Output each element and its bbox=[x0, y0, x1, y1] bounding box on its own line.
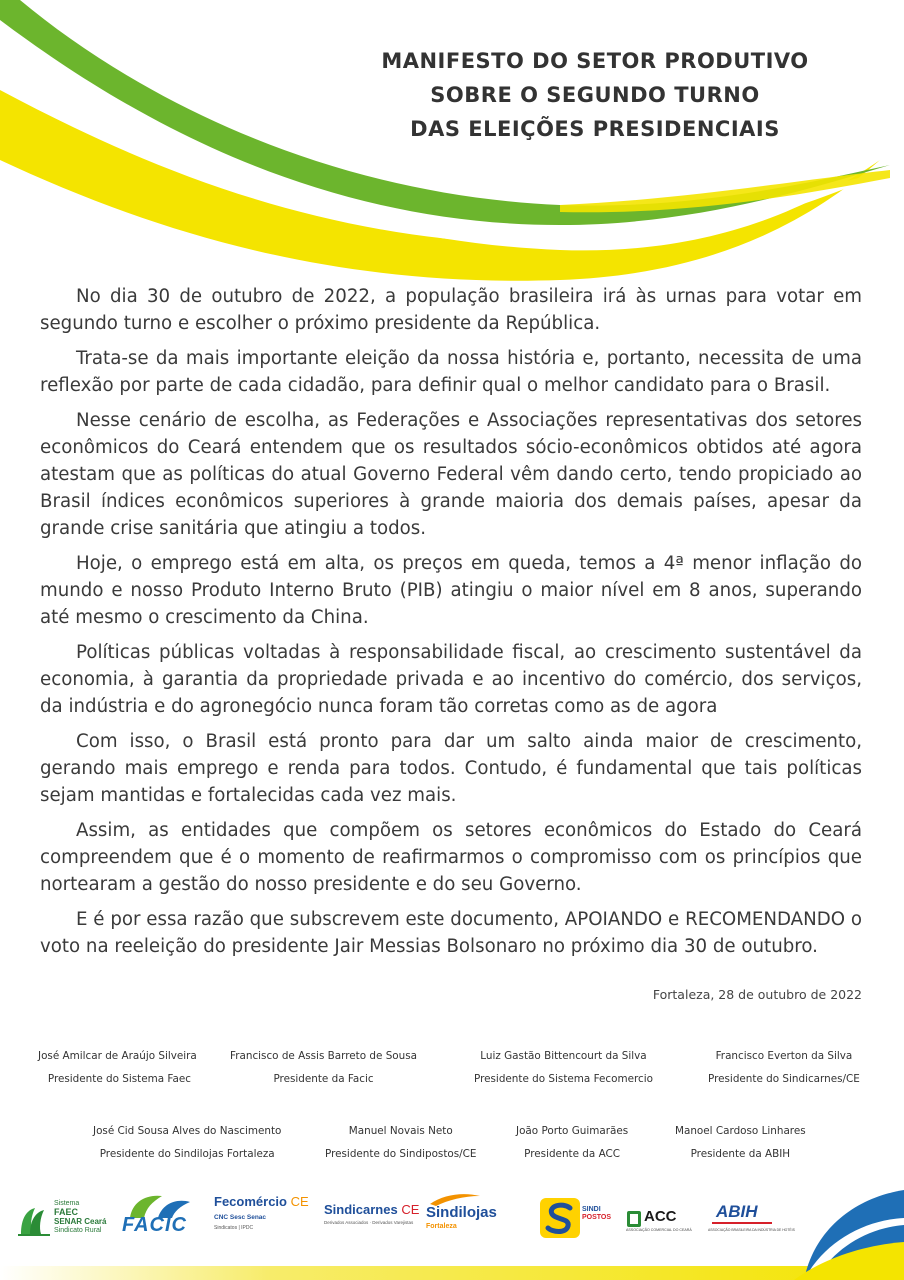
paragraph-5: Políticas públicas voltadas à responsabilidade fiscal, ao crescimento sustentável da economia, à garantia da propriedade privada e ao incentivo do comércio, dos serviços, da indústria e do agronegócio nunca foram tão corretas como as de agora bbox=[40, 642, 862, 717]
signatory-name: José Cid Sousa Alves do Nascimento bbox=[93, 1125, 282, 1137]
faec-label-4: Sindicato Rural bbox=[54, 1227, 102, 1234]
sindilojas-logo bbox=[426, 1192, 522, 1242]
signatory-name: Luiz Gastão Bittencourt da Silva bbox=[480, 1050, 647, 1062]
signatory-name: Manuel Novais Neto bbox=[348, 1125, 453, 1137]
manifesto-body bbox=[40, 283, 862, 968]
acc-label: ACC bbox=[644, 1208, 677, 1225]
signatory-6 bbox=[325, 1124, 477, 1161]
signatory-role: Presidente da Facic bbox=[273, 1073, 374, 1085]
paragraph-1: No dia 30 de outubro de 2022, a população brasileira irá às urnas para votar em segundo turno e escolher o próximo presidente da República. bbox=[40, 286, 862, 334]
sindicarnes-logo bbox=[324, 1202, 420, 1242]
sponsor-logos bbox=[0, 1180, 904, 1280]
sindipostos-s-icon bbox=[540, 1198, 580, 1238]
signatory-7 bbox=[516, 1124, 628, 1161]
abih-logo bbox=[708, 1202, 795, 1242]
document-title bbox=[360, 44, 830, 146]
acc-logo bbox=[626, 1208, 692, 1244]
paragraph-7: Assim, as entidades que compõem os setores econômicos do Estado do Ceará compreendem que é o momento de reafirmarmos o compromisso com os princípios que nortearam a gestão do nosso presidente e do seu Governo. bbox=[40, 820, 862, 895]
title-line-3: DAS ELEIÇÕES PRESIDENCIAIS bbox=[410, 117, 780, 141]
abih-sub-label: ASSOCIAÇÃO BRASILEIRA DA INDÚSTRIA DE HOTÉIS bbox=[708, 1228, 795, 1232]
signatory-5 bbox=[93, 1124, 281, 1161]
paragraph-8: E é por essa razão que subscrevem este documento, APOIANDO e RECOMENDANDO o voto na reeleição do presidente Jair Messias Bolsonaro no próximo dia 30 de outubro. bbox=[40, 909, 862, 957]
facic-label: FACIC bbox=[122, 1214, 187, 1236]
signatory-8 bbox=[675, 1124, 806, 1161]
title-line-1: MANIFESTO DO SETOR PRODUTIVO bbox=[381, 49, 809, 73]
title-line-2: SOBRE O SEGUNDO TURNO bbox=[430, 83, 760, 107]
signatory-role: Presidente do Sistema Fecomercio bbox=[474, 1073, 653, 1085]
signatory-name: Francisco de Assis Barreto de Sousa bbox=[230, 1050, 418, 1062]
paragraph-3: Nesse cenário de escolha, as Federações e Associações representativas dos setores econômicos do Ceará entendem que os resultados sócio-econômicos obtidos até agora atestam que as políticas do atual Governo Federal vêm dando certo, tendo propiciado ao Brasil índices econômicos superiores à grande maioria dos demais países, apesar da grande crise sanitária que atingiu a todos. bbox=[40, 410, 862, 539]
faec-label-2: FAEC bbox=[54, 1207, 79, 1217]
signatory-3 bbox=[474, 1049, 653, 1086]
paragraph-2: Trata-se da mais importante eleição da nossa história e, portanto, necessita de uma reflexão por parte de cada cidadão, para definir qual o melhor candidato para o Brasil. bbox=[40, 348, 862, 396]
sindipostos-label: SINDI bbox=[582, 1206, 601, 1213]
sindipostos-logo bbox=[540, 1196, 610, 1242]
acc-emblem-icon bbox=[626, 1210, 642, 1228]
fecomercio-logo bbox=[214, 1194, 310, 1244]
faec-logo bbox=[18, 1200, 110, 1240]
faec-label-3: SENAR Ceará bbox=[54, 1217, 107, 1226]
sindipostos-sub-label: POSTOS bbox=[582, 1214, 612, 1221]
fecomercio-sub-label: CNC Sesc Senac bbox=[214, 1214, 267, 1221]
signatory-role: Presidente da ABIH bbox=[690, 1148, 791, 1160]
fecomercio-sub2-label: Sindicatos | IPDC bbox=[214, 1225, 254, 1231]
signatory-1 bbox=[38, 1049, 197, 1086]
dateline: Fortaleza, 28 de outubro de 2022 bbox=[652, 987, 862, 1002]
signatory-role: Presidente do Sindicarnes/CE bbox=[708, 1073, 860, 1085]
signatory-role: Presidente do Sistema Faec bbox=[47, 1073, 191, 1085]
signatory-role: Presidente da ACC bbox=[524, 1148, 621, 1160]
signatory-name: Francisco Everton da Silva bbox=[715, 1050, 853, 1062]
sindicarnes-ce-label: CE bbox=[401, 1202, 420, 1217]
signatory-role: Presidente do Sindipostos/CE bbox=[325, 1148, 477, 1160]
faec-emblem-icon bbox=[18, 1204, 52, 1238]
acc-sub-label: ASSOCIAÇÃO COMERCIAL DO CEARÁ bbox=[626, 1228, 692, 1232]
paragraph-4: Hoje, o emprego está em alta, os preços em queda, temos a 4ª menor inflação do mundo e nosso Produto Interno Bruto (PIB) atingiu o maior nível em 8 anos, superando até mesmo o crescimento da China. bbox=[40, 553, 862, 628]
facic-logo bbox=[122, 1190, 198, 1240]
signatory-2 bbox=[230, 1049, 417, 1086]
fecomercio-label: Fecomércio bbox=[214, 1194, 287, 1209]
sindicarnes-sub-label: Derivados Associados · Derivados Varejistas bbox=[324, 1220, 414, 1225]
sindilojas-sub-label: Fortaleza bbox=[426, 1223, 457, 1230]
signatory-role: Presidente do Sindilojas Fortaleza bbox=[99, 1148, 275, 1160]
signatory-name: Manoel Cardoso Linhares bbox=[675, 1125, 806, 1137]
signatory-4 bbox=[708, 1049, 860, 1086]
abih-underline bbox=[712, 1222, 772, 1224]
sindicarnes-label: Sindicarnes bbox=[324, 1202, 398, 1217]
paragraph-6: Com isso, o Brasil está pronto para dar um salto ainda maior de crescimento, gerando mais emprego e renda para todos. Contudo, é fundamental que tais políticas sejam mantidas e fortalecidas cada vez mais. bbox=[40, 731, 862, 806]
fecomercio-ce-label: CE bbox=[290, 1194, 309, 1209]
signatory-name: João Porto Guimarães bbox=[516, 1125, 629, 1137]
faec-label-1: Sistema bbox=[54, 1200, 80, 1207]
abih-label: ABIH bbox=[716, 1202, 758, 1221]
sindilojas-label: Sindilojas bbox=[426, 1204, 497, 1221]
signatory-name: José Amilcar de Araújo Silveira bbox=[38, 1050, 197, 1062]
